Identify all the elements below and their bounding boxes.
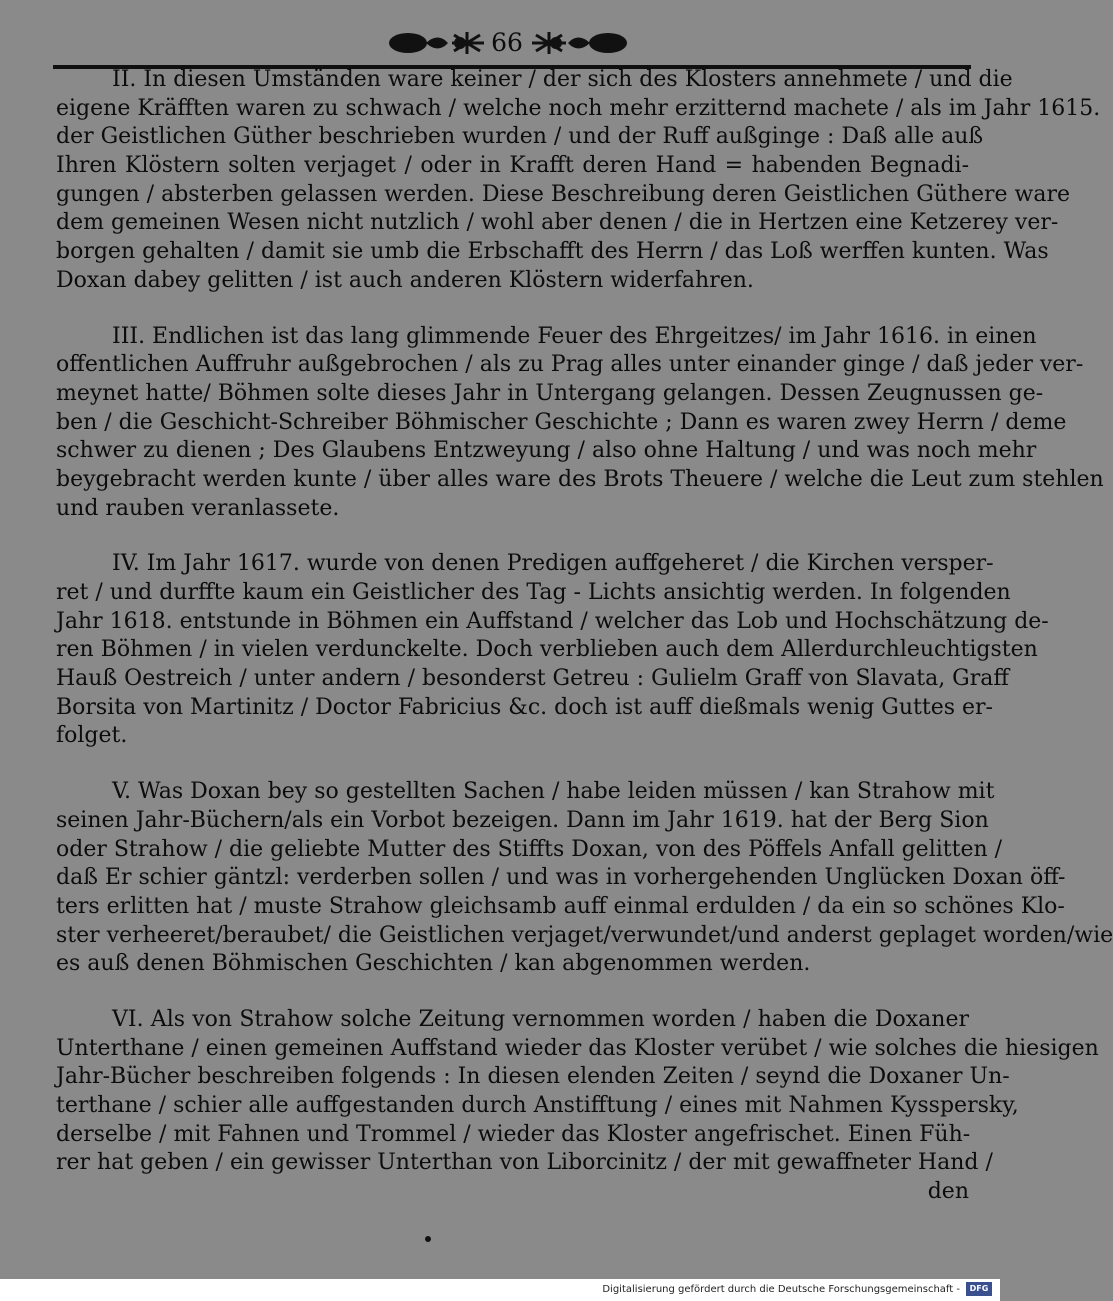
catchword: den xyxy=(927,1179,969,1205)
bullet-mark xyxy=(425,1236,431,1242)
text-line: es auß denen Böhmischen Geschichten / kan abgenommen werden. xyxy=(56,951,811,977)
text-line: folget. xyxy=(56,723,128,749)
text-line: daß Er schier gäntzl: verderben sollen / und was in vorhergehenden Unglücken Doxan öff- xyxy=(56,865,1066,891)
text-line: gungen / absterben gelassen werden. Diese Beschreibung deren Geistlichen Güthere ware xyxy=(56,181,1070,207)
left-ornament-icon xyxy=(388,30,488,56)
text-line: derselbe / mit Fahnen und Trommel / wieder das Kloster angefrischet. Einen Füh- xyxy=(56,1121,971,1147)
paragraph-iv xyxy=(56,550,1049,751)
text-line: ters erlitten hat / muste Strahow gleichsamb auff einmal erdulden / da ein so schönes Klo- xyxy=(56,893,1065,919)
text-line: ret / und durffte kaum ein Geistlicher des Tag - Lichts ansichtig werden. In folgenden xyxy=(56,580,1011,605)
right-ornament-icon xyxy=(528,30,628,56)
text-line: VI. Als von Strahow solche Zeitung vernommen worden / haben die Doxaner xyxy=(112,1006,969,1032)
text-line: borgen gehalten / damit sie umb die Erbschafft des Herrn / das Loß werffen kunten. Was xyxy=(56,239,1049,265)
text-line: dem gemeinen Wesen nicht nutzlich / wohl aber denen / die in Hertzen eine Ketzerey ver- xyxy=(56,210,1059,236)
text-line: V. Was Doxan bey so gestellten Sachen / habe leiden müssen / kan Strahow mit xyxy=(112,779,995,805)
text-line: III. Endlichen ist das lang glimmende Feuer des Ehrgeitzes/ im Jahr 1616. in einen xyxy=(112,323,1037,349)
text-line: ster verheeret/beraubet/ die Geistlichen verjaget/verwundet/und anderst geplaget worden/wie xyxy=(56,922,1113,948)
text-line: offentlichen Auffruhr außgebrochen / als zu Prag alles unter einander ginge / daß jeder ver- xyxy=(56,352,1084,378)
text-line: Jahr-Bücher beschreiben folgends : In diesen elenden Zeiten / seynd die Doxaner Un- xyxy=(56,1064,1010,1090)
text-line: schwer zu dienen ; Des Glaubens Entzweyung / also ohne Haltung / und was noch mehr xyxy=(56,438,1037,464)
page-header xyxy=(0,18,1000,70)
text-line: seinen Jahr-Büchern/als ein Vorbot bezeigen. Dann im Jahr 1619. hat der Berg Sion xyxy=(56,807,989,833)
text-line: Hauß Oestreich / unter andern / besonderst Getreu : Gulielm Graff von Slavata, Graff xyxy=(56,666,1010,692)
text-line: Ihren Klöstern solten verjaget / oder in Krafft deren Hand = habenden Begnadi- xyxy=(56,153,969,179)
text-line: IV. Im Jahr 1617. wurde von denen Predigen auffgeheret / die Kirchen versper- xyxy=(112,551,994,577)
text-line: Borsita von Martinitz / Doctor Fabricius &c. doch ist auff dießmals wenig Guttes er- xyxy=(56,694,993,720)
funding-notice: Digitalisierung gefördert durch die Deutsche Forschungsgemeinschaft - xyxy=(602,1284,960,1295)
text-line: Unterthane / einen gemeinen Auffstand wieder das Kloster verübet / wie solches die hiesigen xyxy=(56,1035,1099,1061)
text-line: ren Böhmen / in vielen verdunckelte. Doch verblieben auch dem Allerdurchleuchtigsten xyxy=(56,637,1038,663)
text-line: Doxan dabey gelitten / ist auch anderen Klöstern widerfahren. xyxy=(56,267,754,293)
paragraph-iii xyxy=(56,323,1104,524)
footer-bar xyxy=(0,1279,1000,1301)
paragraph-ii xyxy=(56,66,1101,296)
text-line: und rauben veranlassete. xyxy=(56,495,340,521)
text-line: ben / die Geschicht-Schreiber Böhmischer Geschichte ; Dann es waren zwey Herrn / deme xyxy=(56,409,1067,435)
paragraph-v xyxy=(56,778,1113,979)
paragraph-vi xyxy=(56,1006,1099,1207)
page-number: 66 xyxy=(491,28,523,57)
text-line: rer hat geben / ein gewisser Unterthan von Liborcinitz / der mit gewaffneter Hand / xyxy=(56,1150,993,1176)
body-text xyxy=(56,66,1113,1207)
text-line: oder Strahow / die geliebte Mutter des Stiffts Doxan, von des Pöffels Anfall gelitten / xyxy=(56,836,1003,862)
text-line: beygebracht werden kunte / über alles ware des Brots Theuere / welche die Leut zum stehlen xyxy=(56,466,1104,492)
text-line: meynet hatte/ Böhmen solte dieses Jahr in Untergang gelangen. Dessen Zeugnussen ge- xyxy=(56,380,1044,406)
text-line: Jahr 1618. entstunde in Böhmen ein Auffstand / welcher das Lob und Hochschätzung de- xyxy=(56,608,1049,634)
text-line: II. In diesen Umständen ware keiner / der sich des Klosters annehmete / und die xyxy=(112,67,1013,92)
dfg-logo-icon: DFG xyxy=(966,1282,992,1296)
text-line: terthane / schier alle auffgestanden durch Anstifftung / eines mit Nahmen Kysspersky, xyxy=(56,1093,1019,1118)
text-line: eigene Kräfften waren zu schwach / welche noch mehr erzitternd machete / als im Jahr 1615. xyxy=(56,95,1101,121)
text-line: der Geistlichen Güther beschrieben wurden / und der Ruff außginge : Daß alle auß xyxy=(56,124,984,150)
